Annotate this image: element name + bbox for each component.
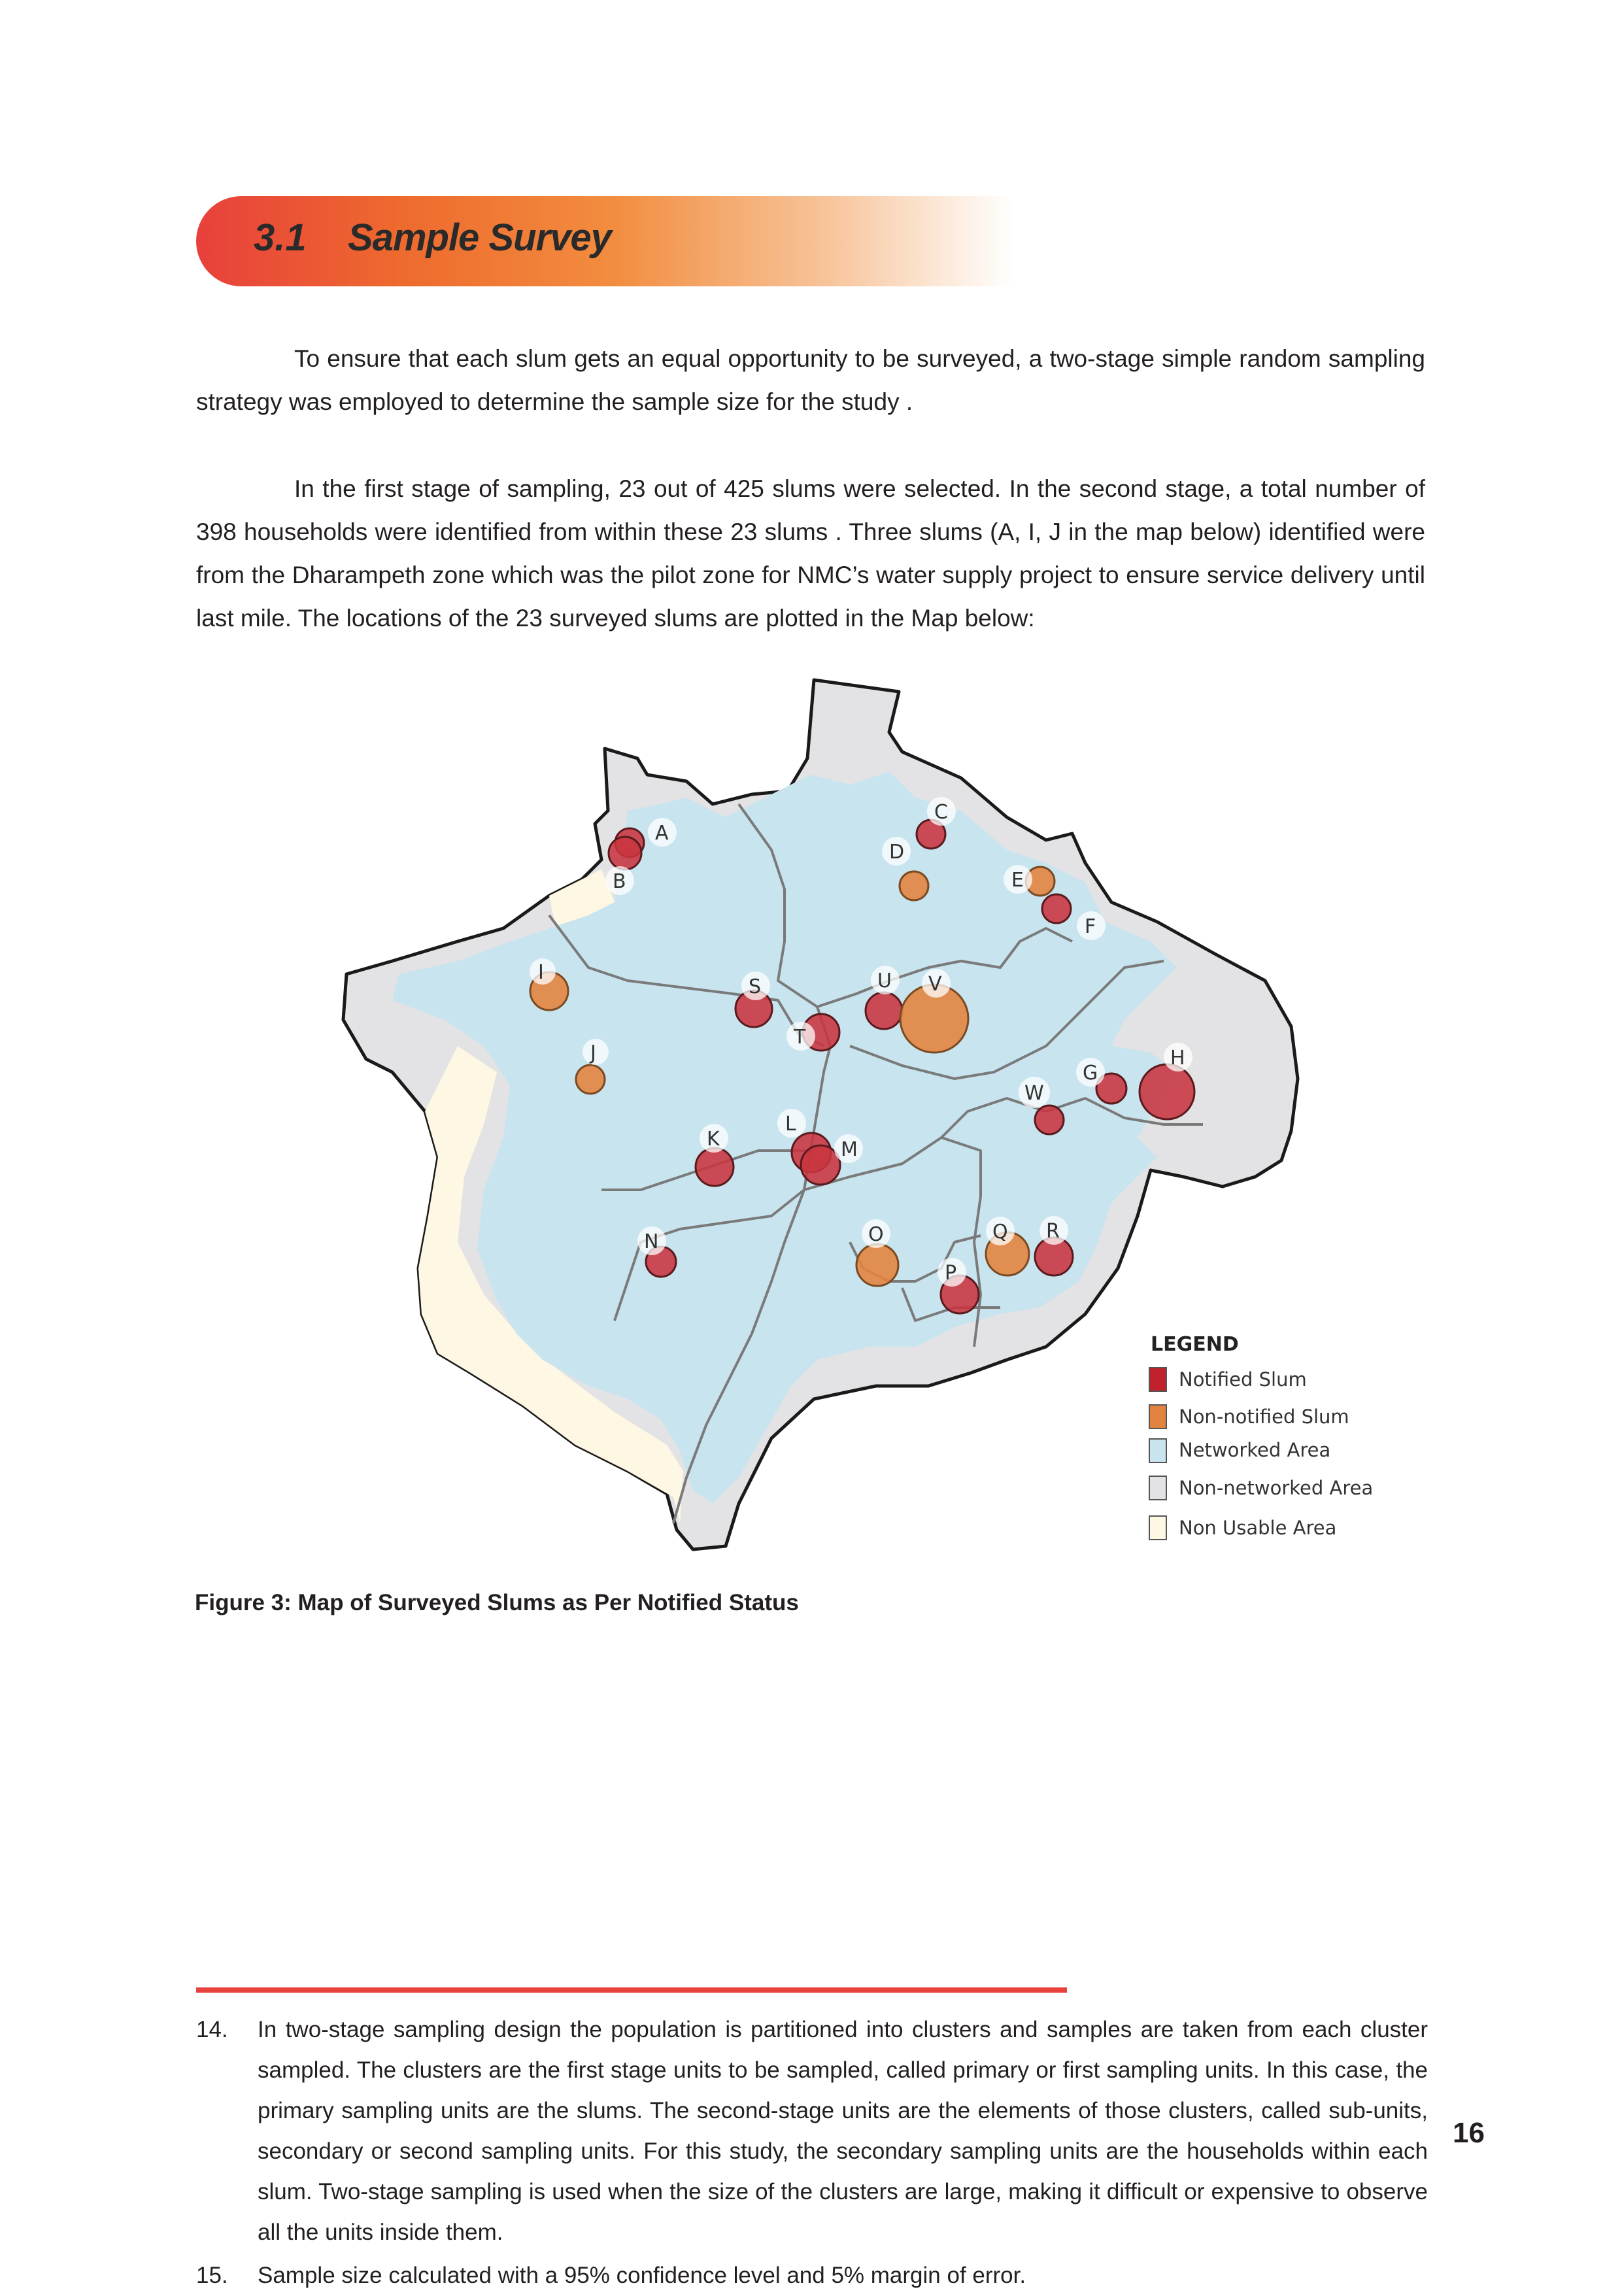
label-H: H	[1170, 1047, 1185, 1070]
body-paragraph	[196, 337, 1425, 424]
label-O: O	[868, 1223, 884, 1246]
figure-caption: Figure 3: Map of Surveyed Slums as Per Notified Status	[195, 1590, 799, 1615]
footnote-text: Sample size calculated with a 95% confidence level and 5% margin of error.	[258, 2263, 1026, 2288]
legend-swatch-non-networked	[1149, 1476, 1166, 1500]
label-N: N	[644, 1230, 659, 1253]
slum-map	[327, 654, 1386, 1589]
label-E: E	[1011, 869, 1024, 892]
label-L: L	[785, 1113, 796, 1136]
legend-swatch-non-usable	[1149, 1516, 1166, 1540]
label-D: D	[889, 841, 905, 864]
label-C: C	[934, 801, 948, 824]
legend-swatch-notified	[1149, 1368, 1166, 1391]
footnote-divider	[196, 1987, 1067, 1993]
body-paragraph	[196, 467, 1425, 640]
slum-marker-K	[696, 1148, 734, 1186]
label-B: B	[613, 870, 626, 893]
label-I: I	[538, 961, 544, 984]
label-F: F	[1085, 915, 1096, 938]
label-R: R	[1046, 1220, 1060, 1243]
label-Q: Q	[992, 1221, 1008, 1243]
slum-marker-B	[609, 837, 641, 869]
legend-label: Non Usable Area	[1179, 1517, 1337, 1539]
label-J: J	[590, 1041, 596, 1064]
section-number: 3.1	[254, 216, 307, 259]
footnote-text: In two-stage sampling design the population is partitioned into clusters and samples are taken from each cluster sampled. The clusters are the first stage units to be sampled, called primary or first sampling units. In this case, the primary sampling units are the slums. The second-stage units are the elements of those clusters, called sub-units, secondary or second sampling units. For this study, the secondary sampling units are the households within each slum. Two-stage sampling is used when the size of the clusters are large, making it difficult or expensive to observe all the units inside them.	[258, 2017, 1428, 2245]
label-W: W	[1024, 1082, 1044, 1105]
slum-marker-J	[576, 1065, 605, 1094]
page-number: 16	[1453, 2117, 1485, 2149]
legend-label: Notified Slum	[1179, 1368, 1307, 1391]
slum-marker-O	[856, 1244, 898, 1286]
slum-marker-F	[1042, 894, 1071, 923]
legend-swatch-networked	[1149, 1439, 1166, 1462]
slum-marker-U	[866, 992, 902, 1029]
legend-label: Networked Area	[1179, 1439, 1331, 1461]
legend-label: Non-networked Area	[1179, 1477, 1374, 1499]
label-K: K	[707, 1128, 720, 1151]
label-G: G	[1083, 1062, 1098, 1085]
label-P: P	[945, 1262, 957, 1285]
section-banner	[196, 196, 1124, 286]
slum-marker-H	[1140, 1064, 1194, 1119]
footnote-number: 15.	[196, 2263, 228, 2288]
paragraph-text: To ensure that each slum gets an equal opportunity to be surveyed, a two-stage simple random sampling strategy was employed to determine the sample size for the study .	[196, 345, 1425, 415]
footnote-number: 14.	[196, 2017, 228, 2042]
legend-swatch-non-notified	[1149, 1405, 1166, 1428]
legend-label: Non-notified Slum	[1179, 1406, 1349, 1428]
label-T: T	[794, 1026, 806, 1049]
label-S: S	[749, 975, 762, 998]
section-title: Sample Survey	[348, 216, 611, 259]
slum-marker-M	[801, 1145, 840, 1185]
paragraph-text: In the first stage of sampling, 23 out of 425 slums were selected. In the second stage, a total number of 398 households were identified from within these 23 slums . Three slums (A, I, J in the map below) identified were from the Dharampeth zone which was the pilot zone for NMC’s water supply project to ensure service delivery until last mile. The locations of the 23 surveyed slums are plotted in the Map below:	[196, 475, 1425, 632]
map-legend	[1149, 1333, 1373, 1540]
label-U: U	[877, 970, 892, 992]
legend-title: LEGEND	[1151, 1333, 1239, 1356]
slum-marker-W	[1035, 1106, 1064, 1134]
label-A: A	[655, 822, 669, 845]
label-V: V	[928, 973, 942, 996]
label-M: M	[841, 1138, 858, 1161]
slum-marker-D	[900, 871, 928, 900]
